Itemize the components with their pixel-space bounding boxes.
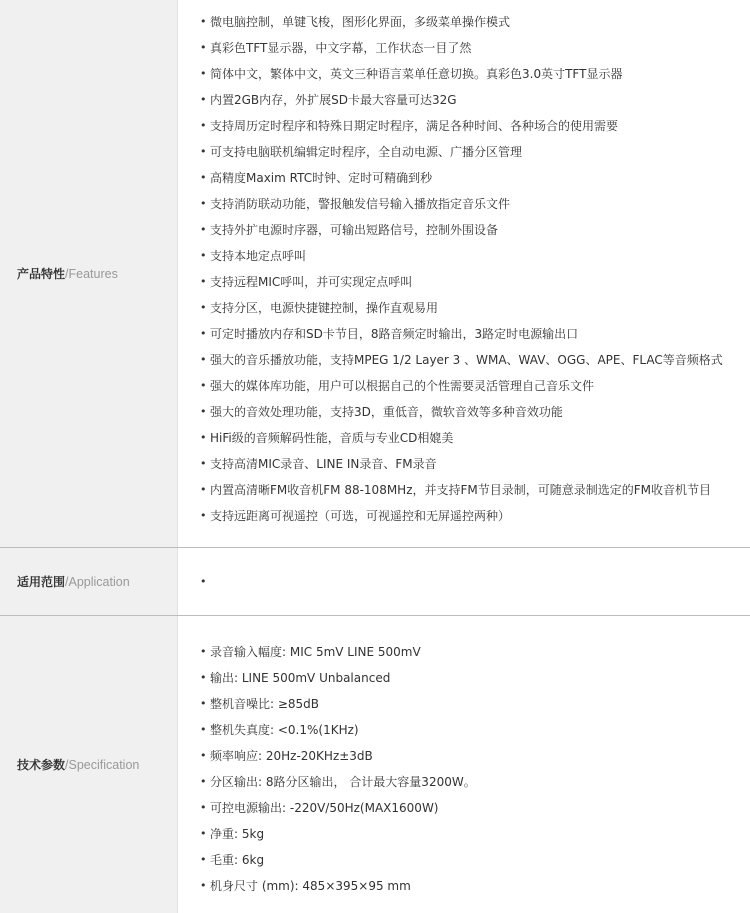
list-item-text: 支持远程MIC呼叫，并可实现定点呼叫 [210, 275, 413, 289]
specification-content-cell [178, 616, 750, 913]
bullet-icon: • [200, 67, 207, 80]
list-item [200, 165, 750, 191]
features-label-en: /Features [65, 266, 118, 281]
list-item [200, 113, 750, 139]
list-item [200, 847, 750, 873]
bullet-icon: • [200, 197, 207, 210]
list-item [200, 399, 750, 425]
bullet-icon: • [200, 827, 207, 840]
list-item [200, 477, 750, 503]
application-label-cn: 适用范围 [17, 575, 66, 589]
list-item-text: 支持分区，电源快捷键控制，操作直观易用 [210, 301, 439, 315]
features-content-cell [178, 0, 750, 547]
list-item-text: 净重: 5kg [210, 827, 265, 841]
list-item [200, 61, 750, 87]
list-item [200, 743, 750, 769]
bullet-icon: • [200, 671, 207, 684]
bullet-icon: • [200, 457, 207, 470]
application-section [0, 548, 750, 616]
bullet-icon: • [200, 145, 207, 158]
bullet-icon: • [200, 93, 207, 106]
list-item [200, 321, 750, 347]
list-item [200, 691, 750, 717]
specification-label-cn: 技术参数 [17, 758, 66, 772]
list-item [200, 665, 750, 691]
bullet-icon: • [200, 119, 207, 132]
bullet-icon: • [200, 574, 207, 588]
bullet-icon: • [200, 275, 207, 288]
list-item-text: 高精度Maxim RTC时钟、定时可精确到秒 [210, 171, 433, 185]
list-item [200, 139, 750, 165]
bullet-icon: • [200, 171, 207, 184]
bullet-icon: • [200, 301, 207, 314]
list-item [200, 503, 750, 529]
list-item-text: 整机音噪比: ≥85dB [210, 697, 320, 711]
list-item-text: 支持本地定点呼叫 [210, 249, 307, 263]
bullet-icon: • [200, 15, 207, 28]
list-item-text: 真彩色TFT显示器，中文字幕，工作状态一目了然 [210, 41, 472, 55]
list-item [200, 717, 750, 743]
list-item-text: 毛重: 6kg [210, 853, 265, 867]
list-item-text: 微电脑控制，单键飞梭，图形化界面，多级菜单操作模式 [210, 15, 511, 29]
features-label-cell [0, 0, 178, 547]
list-item [200, 35, 750, 61]
list-item [200, 87, 750, 113]
list-item-text: 支持周历定时程序和特殊日期定时程序，满足各种时间、各种场合的使用需要 [210, 119, 619, 133]
list-item [200, 269, 750, 295]
list-item [200, 9, 750, 35]
bullet-icon: • [200, 327, 207, 340]
bullet-icon: • [200, 249, 207, 262]
bullet-icon: • [200, 379, 207, 392]
list-item-text: 强大的音效处理功能，支持3D，重低音，微软音效等多种音效功能 [210, 405, 563, 419]
list-item [200, 795, 750, 821]
list-item [200, 769, 750, 795]
list-item-text: 可支持电脑联机编辑定时程序，全自动电源、广播分区管理 [210, 145, 523, 159]
list-item-text: 支持高清MIC录音、LINE IN录音、FM录音 [210, 457, 437, 471]
specification-section [0, 616, 750, 913]
list-item [200, 451, 750, 477]
bullet-icon: • [200, 405, 207, 418]
list-item-text: 支持消防联动功能，警报触发信号输入播放指定音乐文件 [210, 197, 511, 211]
list-item-text: 简体中文，繁体中文，英文三种语言菜单任意切换。真彩色3.0英寸TFT显示器 [210, 67, 623, 81]
specification-label-cell [0, 616, 178, 913]
application-list [200, 569, 210, 595]
list-item [200, 295, 750, 321]
specification-label-en: /Specification [65, 757, 140, 772]
bullet-icon: • [200, 483, 207, 496]
list-item-text: 强大的媒体库功能，用户可以根据自己的个性需要灵活管理自己音乐文件 [210, 379, 595, 393]
list-item-text: 支持远距离可视遥控（可选，可视遥控和无屏遥控两种） [210, 509, 511, 523]
list-item-text: 内置2GB内存，外扩展SD卡最大容量可达32G [210, 93, 457, 107]
list-item [200, 243, 750, 269]
bullet-icon: • [200, 801, 207, 814]
bullet-icon: • [200, 879, 207, 892]
list-item-text: 强大的音乐播放功能，支持MPEG 1/2 Layer 3 、WMA、WAV、OGG、APE、FLAC等音频格式 [210, 353, 723, 367]
list-item [200, 347, 750, 373]
list-item [200, 191, 750, 217]
list-item-text: 机身尺寸 (mm): 485×395×95 mm [210, 879, 411, 893]
list-item-text: 录音输入幅度: MIC 5mV LINE 500mV [210, 645, 421, 659]
bullet-icon: • [200, 509, 207, 522]
list-item [200, 425, 750, 451]
bullet-icon: • [200, 223, 207, 236]
list-item [200, 373, 750, 399]
list-item-text: 内置高清晰FM收音机FM 88-108MHz，并支持FM节目录制，可随意录制选定的FM收音机节目 [210, 483, 712, 497]
bullet-icon: • [200, 353, 207, 366]
list-item-text: HiFi级的音频解码性能，音质与专业CD相媲美 [210, 431, 454, 445]
list-item [200, 821, 750, 847]
list-item-text: 可定时播放内存和SD卡节目，8路音频定时输出，3路定时电源输出口 [210, 327, 579, 341]
bullet-icon: • [200, 749, 207, 762]
list-item [200, 217, 750, 243]
list-item-text: 分区输出: 8路分区输出， 合计最大容量3200W。 [210, 775, 476, 789]
list-item [200, 873, 750, 899]
bullet-icon: • [200, 41, 207, 54]
application-label-en: /Application [65, 574, 130, 589]
specification-list [200, 639, 750, 899]
bullet-icon: • [200, 853, 207, 866]
application-label-cell [0, 548, 178, 615]
bullet-icon: • [200, 775, 207, 788]
bullet-icon: • [200, 697, 207, 710]
application-content-cell [178, 548, 750, 615]
list-item-text: 频率响应: 20Hz-20KHz±3dB [210, 749, 373, 763]
bullet-icon: • [200, 723, 207, 736]
list-item [200, 639, 750, 665]
list-item-text: 可控电源输出: -220V/50Hz(MAX1600W) [210, 801, 439, 815]
bullet-icon: • [200, 431, 207, 444]
features-list [200, 9, 750, 529]
list-item-text: 整机失真度: <0.1%(1KHz) [210, 723, 359, 737]
list-item-text: 支持外扩电源时序器，可输出短路信号，控制外围设备 [210, 223, 499, 237]
bullet-icon: • [200, 645, 207, 658]
list-item-text: 输出: LINE 500mV Unbalanced [210, 671, 391, 685]
list-item [200, 569, 210, 595]
features-label-cn: 产品特性 [17, 267, 66, 281]
